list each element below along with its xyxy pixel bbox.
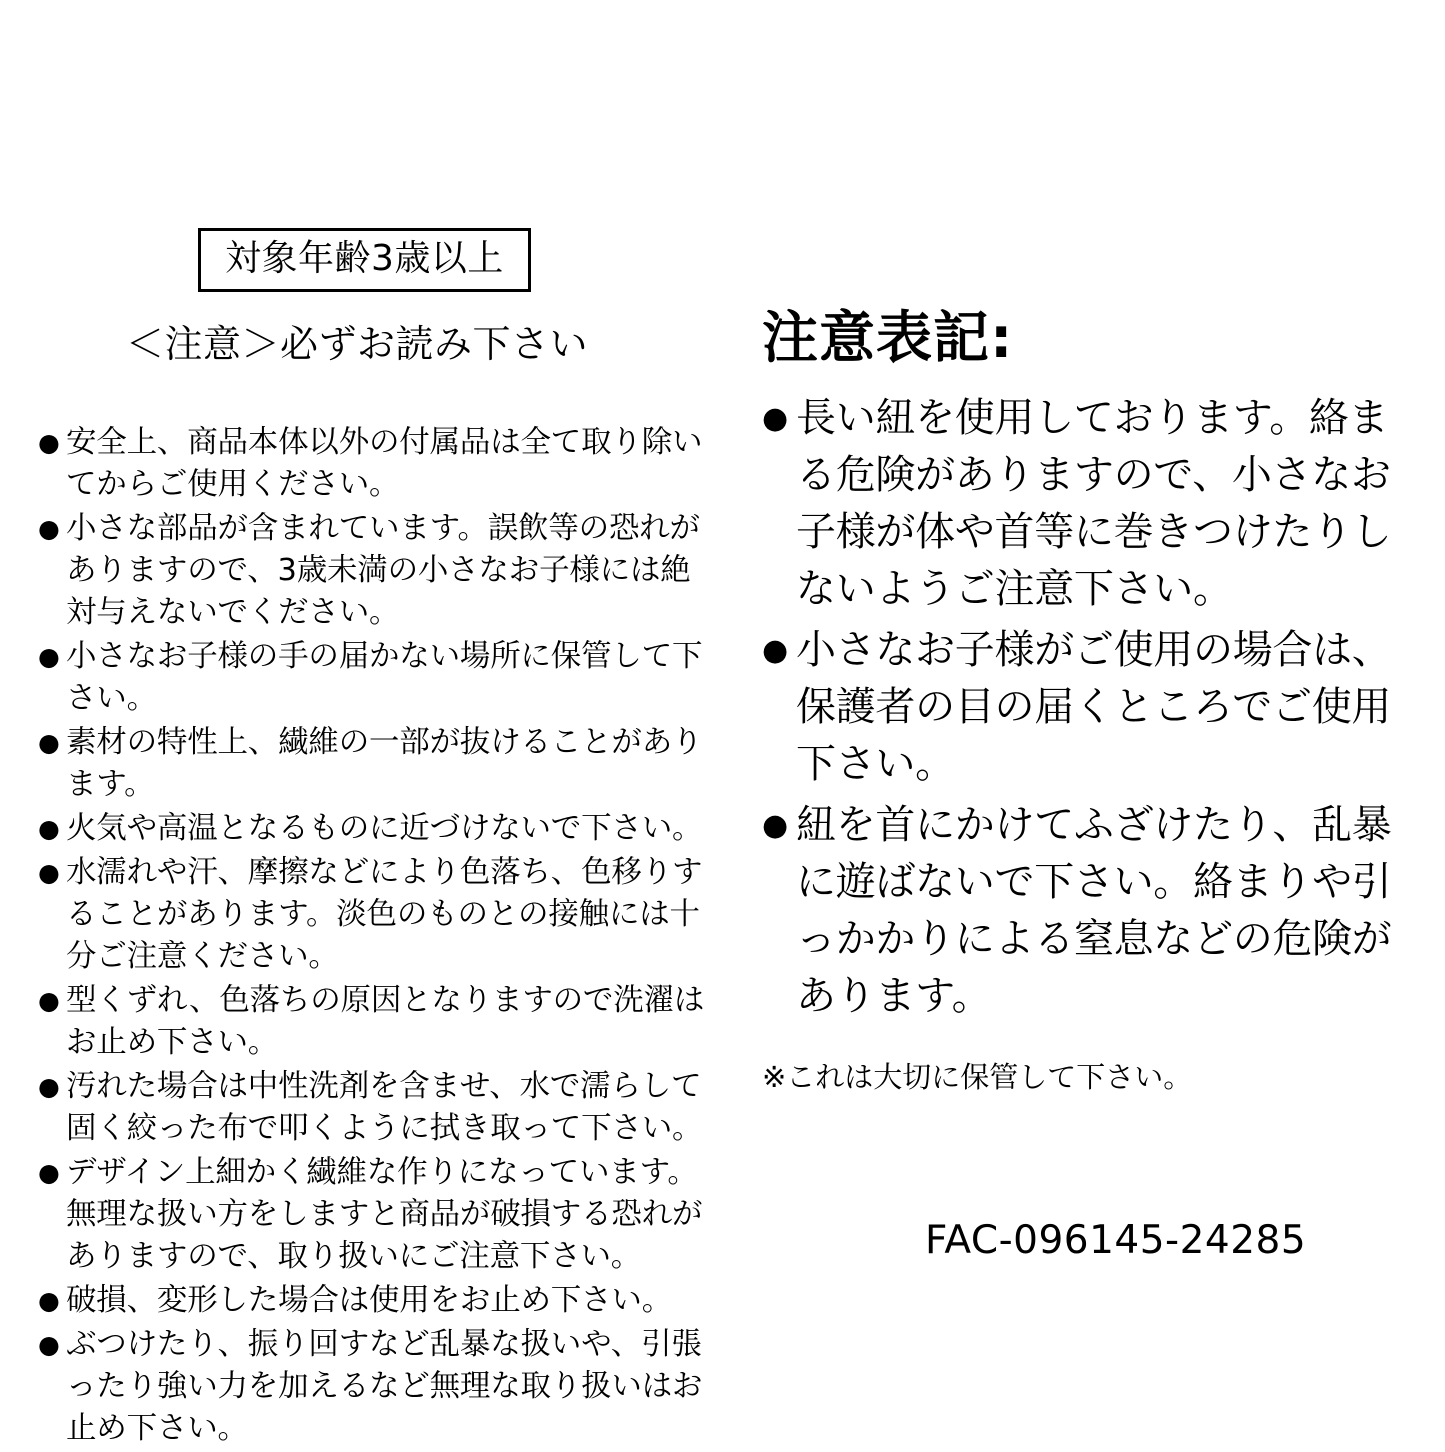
list-item [38,636,710,720]
caution-heading: ＜注意＞必ずお読み下さい [126,322,589,366]
list-item-text: 火気や高温となるものに近づけないで下さい。 [66,810,703,846]
list-item-text: ぶつけたり、振り回すなど乱暴な扱いや、引張ったり強い力を加えるなど無理な取り扱いはお止め下さい。 [66,1326,703,1446]
bullet-icon: ● [38,1071,60,1101]
list-item-text: 汚れた場合は中性洗剤を含ませ、水で濡らして固く絞った布で叩くように拭き取って下さい。 [66,1068,703,1146]
list-item-text: 長い紐を使用しております。絡まる危険がありますので、小さなお子様が体や首等に巻きつけたりしないようご注意下さい。 [796,394,1392,612]
list-item-text: 型くずれ、色落ちの原因となりますので洗濯はお止め下さい。 [66,982,705,1060]
warning-notice-title: 注意表記: [762,306,1014,371]
list-item-text: 破損、変形した場合は使用をお止め下さい。 [66,1282,672,1318]
bullet-icon: ● [38,1285,60,1315]
right-column [762,308,1412,1096]
product-code: FAC-096145-24285 [925,1218,1307,1263]
list-item [38,722,710,806]
bullet-icon: ● [38,1157,60,1187]
list-item-text: デザイン上細かく繊維な作りになっています。無理な扱い方をしますと商品が破損する恐れがありますので、取り扱いにご注意下さい。 [66,1154,703,1274]
bullet-icon: ● [38,513,60,543]
bullet-icon: ● [38,641,60,671]
list-item [762,622,1412,793]
list-item [38,508,710,634]
list-item [38,808,710,850]
bullet-icon: ● [38,985,60,1015]
keep-document-note: ※これは大切に保管して下さい。 [762,1059,1193,1094]
list-item-text: 安全上、商品本体以外の付属品は全て取り除いてからご使用ください。 [66,424,703,502]
list-item-text: 紐を首にかけてふざけたり、乱暴に遊ばないで下さい。絡まりや引っかかりによる窒息などの危険があります。 [796,801,1392,1019]
bullet-icon: ● [762,632,789,668]
bullet-icon: ● [38,427,60,457]
list-item-text: 素材の特性上、繊維の一部が抜けることがあります。 [66,724,703,802]
bullet-icon: ● [38,727,60,757]
list-item [762,797,1412,1025]
bullet-icon: ● [762,807,789,843]
list-item-text: 小さなお子様がご使用の場合は、保護者の目の届くところでご使用下さい。 [796,626,1392,787]
list-item [38,1066,710,1150]
age-recommendation-box: 対象年齢3歳以上 [198,228,531,292]
list-item [762,390,1412,618]
left-column [30,228,710,1452]
list-item [38,852,710,978]
list-item-text: 小さな部品が含まれています。誤飲等の恐れがありますので、3歳未満の小さなお子様には絶対与えないでください。 [66,510,700,630]
bullet-icon: ● [38,857,60,887]
list-item-text: 水濡れや汗、摩擦などにより色落ち、色移りすることがあります。淡色のものとの接触には十分ご注意ください。 [66,854,703,974]
list-item [38,980,710,1064]
list-item [38,1324,710,1450]
list-item [38,1152,710,1278]
list-item [38,1280,710,1322]
bullet-icon: ● [38,1329,60,1359]
left-warning-list [38,422,710,1450]
bullet-icon: ● [762,400,789,436]
list-item [38,422,710,506]
list-item-text: 小さなお子様の手の届かない場所に保管して下さい。 [66,638,703,716]
bullet-icon: ● [38,813,60,843]
